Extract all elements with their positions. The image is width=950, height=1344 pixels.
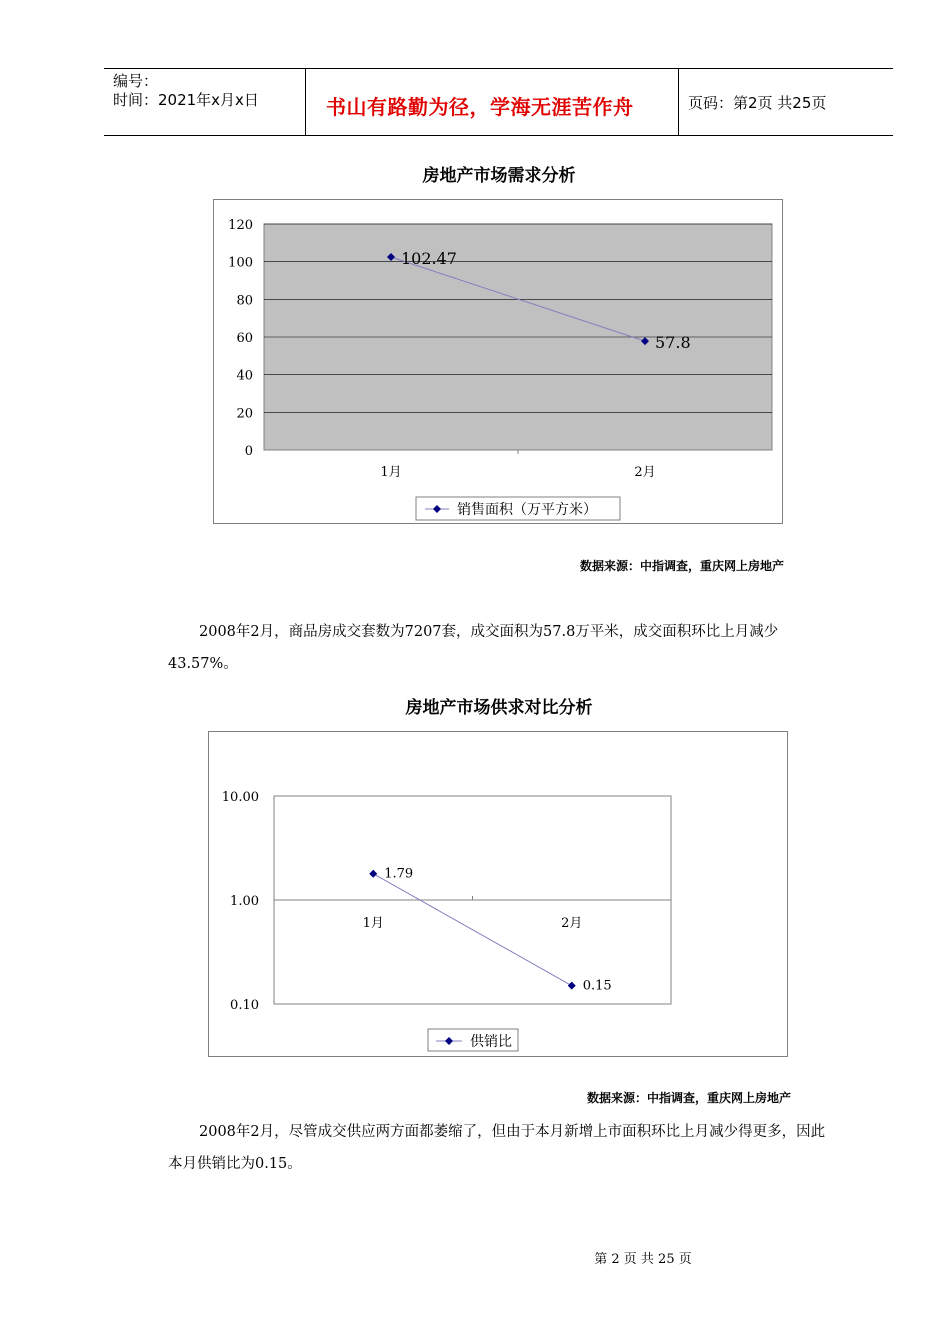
chart1-y-tick-label: 120 [228, 218, 253, 233]
header-divider-left [305, 68, 306, 135]
paragraph-2: 2008年2月，尽管成交供应两方面都萎缩了，但由于本月新增上市面积环比上月减少得更多，因此本月供销比为0.15。 [168, 1124, 826, 1172]
header-divider-right [678, 68, 679, 135]
chart2-title: 房地产市场供求对比分析 [405, 698, 593, 718]
chart1-data-label: 102.47 [401, 249, 457, 269]
chart1 [213, 199, 784, 525]
chart1-x-tick-label: 1月 [380, 465, 402, 480]
chart2-data-label: 1.79 [384, 866, 414, 882]
chart1-y-tick-label: 0 [244, 444, 253, 459]
chart2-x-tick-label: 1月 [362, 916, 384, 931]
chart2-source: 数据来源：中指调查，重庆网上房地产 [587, 1091, 792, 1105]
chart1-data-label: 57.8 [655, 333, 691, 353]
header-time-label: 时间：2021年x月x日 [113, 91, 259, 109]
header-number-label: 编号： [113, 72, 159, 90]
header-bottom-rule [104, 135, 893, 136]
chart2-data-label: 0.15 [582, 978, 612, 994]
chart1-x-tick-label: 2月 [634, 465, 656, 480]
chart1-y-tick-label: 40 [236, 368, 253, 384]
chart1-y-tick-label: 20 [236, 406, 253, 422]
chart2-y-tick-label: 0.10 [230, 998, 259, 1013]
paragraph-1: 2008年2月，商品房成交套数为7207套，成交面积为57.8万平米，成交面积环比上月减少43.57%。 [168, 624, 779, 672]
chart1-y-tick-label: 100 [228, 255, 253, 271]
chart2-y-tick-label: 1.00 [230, 894, 259, 909]
chart2-x-tick-label: 2月 [561, 916, 583, 931]
chart2-y-tick-label: 10.00 [221, 790, 259, 805]
header-motto: 书山有路勤为径，学海无涯苦作舟 [326, 95, 634, 119]
chart2 [208, 731, 789, 1058]
chart1-legend [416, 497, 620, 520]
chart1-legend-label: 销售面积（万平方米） [457, 502, 597, 518]
page-footer: 第 2 页 共 25 页 [594, 1252, 692, 1267]
chart1-y-tick-label: 80 [236, 293, 253, 309]
header-top-rule [104, 68, 893, 69]
header-page-info: 页码：第2页 共25页 [688, 94, 827, 112]
chart1-source: 数据来源：中指调查，重庆网上房地产 [580, 559, 785, 573]
chart1-title: 房地产市场需求分析 [422, 166, 576, 186]
chart2-legend [428, 1029, 518, 1051]
chart2-legend-label: 供销比 [470, 1034, 512, 1050]
chart1-y-tick-label: 60 [236, 331, 253, 346]
